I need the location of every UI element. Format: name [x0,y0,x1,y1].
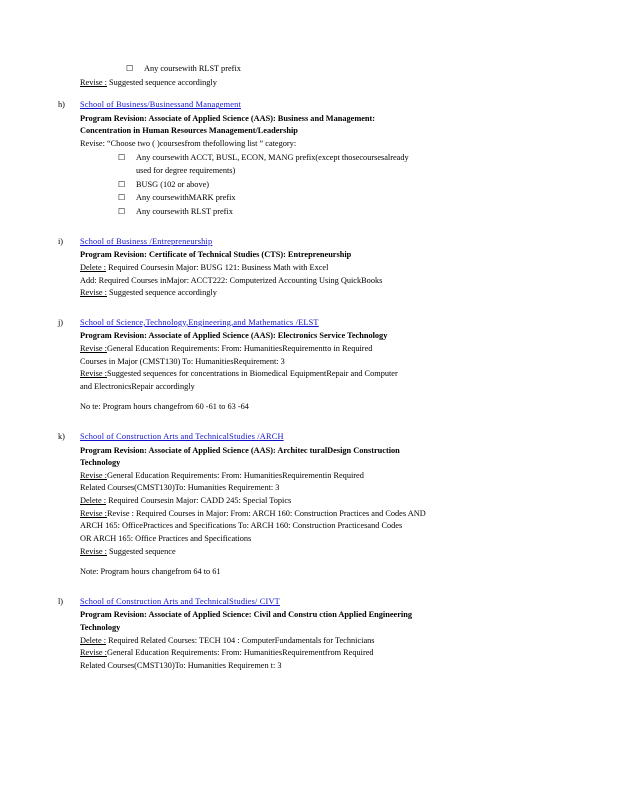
item-marker: k) [58,432,65,442]
revise-text: Revise : Required Courses in Major: From: ARCH 160: Construction Practices and Codes AND [106,508,426,518]
program-line: Program Revision: Associate of Applied Science (AAS): Architec turalDesign Construction [80,445,400,455]
revise-text: General Education Requirements: From: HumanitiesRequirementfrom Required [106,648,374,658]
add-line: Add: Required Courses inMajor: ACCT222: Computerized Accounting Using QuickBooks [80,275,383,285]
revise-text: Suggested sequence accordingly [109,77,217,87]
revise-line: Revise: “Choose two ( )coursesfrom thefollowing list ” category: [80,139,297,149]
checkbox-icon: ☐ [118,179,126,189]
list-item [80,179,560,192]
revise-text: Suggested sequence accordingly [106,288,217,298]
checkbox-icon: ☐ [118,207,126,217]
delete-text: Required Coursesin Major: CADD 245: Special Topics [106,496,292,506]
item-body [80,317,560,414]
document-body [58,63,560,672]
list-item [58,63,560,76]
program-line: Technology [80,458,121,468]
delete-label: Delete : [80,635,107,645]
school-link[interactable]: School of Construction Arts and TechnicalStudies /ARCH [80,432,284,442]
revise-text: Suggested sequences for concentrations in Biomedical EquipmentRepair and Computer [106,369,398,379]
item-marker: l) [58,596,64,606]
revise-continuation: ARCH 165: OfficePractices and Specifications To: ARCH 160: Construction Practicesand Codes [80,521,403,531]
revise-continuation: Related Courses(CMST130)To: Humanities Requiremen t: 3 [80,660,282,670]
revise-label: Revise : [80,648,107,658]
revise-text: General Education Requirements: From: HumanitiesRequirementin Required [106,470,364,480]
spacer [58,423,560,431]
note-line: No te: Program hours changefrom 60 -61 to 63 -64 [80,402,249,412]
program-line: Technology [80,622,121,632]
list-item-j [58,317,560,414]
revise-label: Revise : [80,343,107,353]
delete-text: Required Related Courses: TECH 104 : ComputerFundamentals for Technicians [106,635,375,645]
delete-line [80,262,560,275]
revise-line [80,470,560,483]
revise-continuation: OR ARCH 165: Office Practices and Specifications [80,533,252,543]
revise-continuation: Courses in Major (CMST130) To: HumanitiesRequirement: 3 [80,356,285,366]
revise-text: Suggested sequence [106,546,176,556]
list-item-i [58,236,560,300]
item-body [80,99,560,218]
delete-label: Delete : [80,496,107,506]
bullet-list [58,63,560,76]
spacer [58,228,560,236]
item-marker: i) [58,236,64,246]
bullet-text: Any coursewith RLST prefix [136,207,233,217]
checkbox-icon: ☐ [126,64,134,73]
program-line: Program Revision: Certificate of Technical Studies (CTS): Entrepreneurship [80,250,352,260]
revise-line [58,77,560,90]
school-link[interactable]: School of Business /Entrepreneurship [80,236,213,246]
revise-text: General Education Requirements: From: HumanitiesRequirementto in Required [106,343,373,353]
bullet-text: Any coursewithMARK prefix [136,193,236,203]
school-link[interactable]: School of Science,Technology,Engineering,and Mathematics /ELST [80,317,319,327]
revise-line [80,343,560,356]
continuation-block [58,63,560,89]
program-line: Concentration in Human Resources Management/Leadership [80,126,298,136]
bullet-text: BUSG (102 or above) [136,179,210,189]
list-item [80,152,560,165]
program-line: Program Revision: Associate of Applied Science (AAS): Business and Management: [80,113,376,123]
revise-line [80,647,560,660]
revise-label: Revise : [80,288,107,298]
revise-label: Revise : [80,77,107,87]
spacer [58,588,560,596]
checkbox-icon: ☐ [118,193,126,203]
checkbox-icon: ☐ [118,152,126,162]
revise-line [80,368,560,381]
revise-label-inline: Revise : [80,508,107,518]
delete-label: Delete : [80,262,107,272]
school-link[interactable]: School of Construction Arts and TechnicalStudies/ CIVT [80,596,280,606]
item-body [80,596,560,673]
bullet-text: Any coursewith ACCT, BUSL, ECON, MANG prefix(except thosecoursesalready [136,152,409,162]
delete-line [80,635,560,648]
bullet-text: Any coursewith RLST prefix [144,64,241,73]
program-line: Program Revision: Associate of Applied Science: Civil and Constru ction Applied Engineering [80,610,412,620]
program-line: Program Revision: Associate of Applied Science (AAS): Electronics Service Technology [80,331,388,341]
spacer [58,309,560,317]
item-body [80,431,560,579]
item-body [80,236,560,300]
revise-label: Revise : [80,546,107,556]
revise-continuation: and ElectronicsRepair accordingly [80,381,195,391]
note-line: Note: Program hours changefrom 64 to 61 [80,567,221,577]
bullet-list [80,152,560,165]
revise-label: Revise : [80,369,107,379]
revise-line [80,546,560,559]
bullet-subline: used for degree requirements) [136,166,236,176]
revise-continuation: Related Courses(CMST130)To: Humanities Requirement: 3 [80,483,280,493]
school-link[interactable]: School of Business/Businessand Management [80,100,241,110]
list-item-l [58,596,560,673]
delete-line [80,495,560,508]
revise-line [80,287,560,300]
list-item [80,192,560,205]
item-marker: h) [58,100,65,110]
revise-label: Revise : [80,470,107,480]
delete-text: Required Coursesin Major: BUSG 121: Business Math with Excel [106,262,329,272]
item-marker: j) [58,317,64,327]
list-item [80,206,560,219]
list-item-h [58,99,560,218]
bullet-list [80,179,560,219]
revise-line [80,508,560,521]
list-item-k [58,431,560,579]
